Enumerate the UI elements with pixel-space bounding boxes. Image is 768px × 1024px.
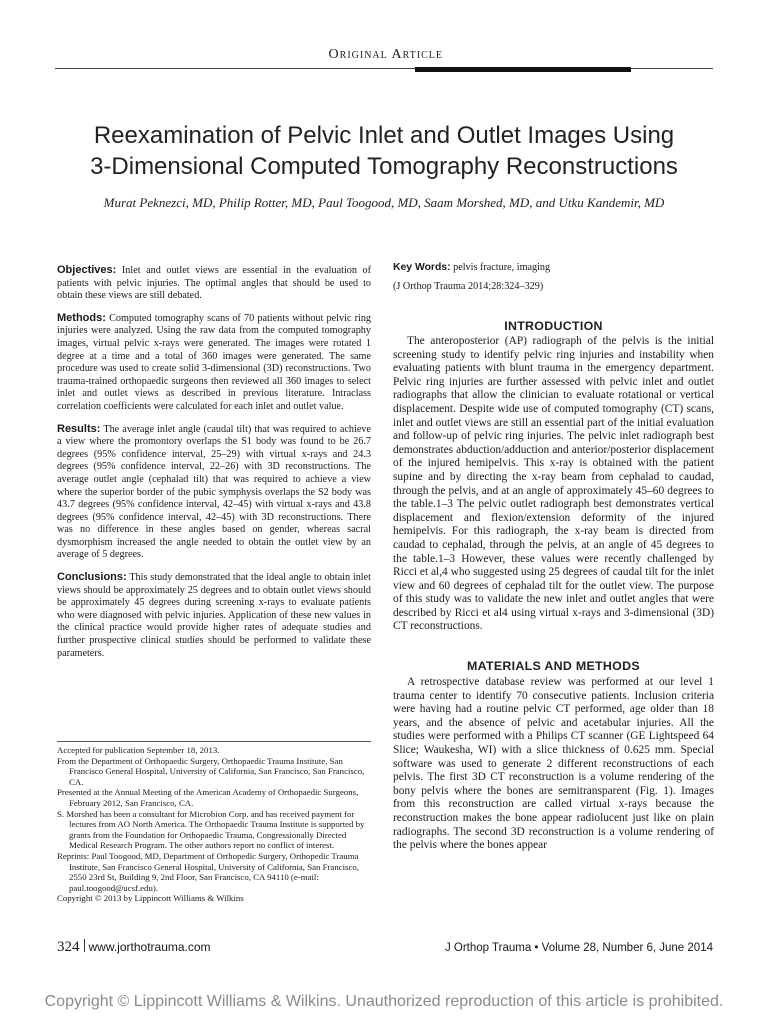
author-list: Murat Peknezci, MD, Philip Rotter, MD, Paul Toogood, MD, Saam Morshed, MD, and Utku Kandemir, MD: [103, 195, 665, 210]
footnotes: [57, 741, 371, 904]
objectives-text: Inlet and outlet views are essential in the evaluation of patients with pelvic injuries. The optimal angles that should be used to obtain these views are still debated.: [57, 265, 372, 302]
section-label: Original Article: [328, 47, 443, 62]
footnote: S. Morshed has been a consultant for Microbion Corp. and has received payment for lectures from AO North America. The Orthopaedic Trauma Institute is supported by grants from the Foundation for Orthopaedic Trauma, Congressionally Directed Medical Research Program. The other authors report no conflict of interest.: [57, 808, 365, 851]
page-number: 324: [57, 939, 80, 955]
footnote: Reprints: Paul Toogood, MD, Department of Orthopedic Surgery, Orthopedic Trauma Institute, San Francisco General Hospital, University of California, San Francisco, 2550 23rd St, Building 9, 2nd Floor, San Francisco, CA 94110 (e-mail: paul.toogood@ucsf.edu).: [57, 850, 359, 893]
copyright-notice: Copyright © Lippincott Williams & Wilkins. Unauthorized reproduction of this article is prohibited.: [44, 993, 724, 1010]
footnote: From the Department of Orthopaedic Surgery, Orthopaedic Trauma Institute, San Francisco General Hospital, University of California, San Francisco, San Francisco, CA.: [57, 755, 365, 787]
conclusions-label: Conclusions:: [57, 571, 127, 584]
conclusions-text: This study demonstrated that the ideal angle to obtain inlet views should be approximately 25 degrees and to obtain outlet views should be approximately 45 degrees during screening x-rays to evaluate patients who were diagnosed with pelvic injuries. Application of these new values in the clinical practice would provide higher rates of adequate studies and further prospective clinical studies should be performed to validate these parameters.: [57, 572, 371, 659]
results-text: The average inlet angle (caudal tilt) that was required to achieve a view where the promontory overlaps the S1 body was found to be 26.7 degrees (95% confidence interval, 25–29) with virtual x-rays and 24.3 degrees (95% confidence interval, 22–26) with 3D reconstructions. The average outlet angle (cephalad tilt) that was required to achieve a view where the superior border of the pubic symphysis overlaps the S2 body was 43.7 degrees (95% confidence interval, 42–45) with virtual x-rays and 43.8 degrees (95% confidence interval, 42–45) with 3D reconstructions. There was no difference in these angles based on gender, whereas sacral dysmorphism increased the angle needed to obtain the outlet view by an average of 5 degrees.: [57, 423, 371, 561]
results-label: Results:: [57, 422, 101, 435]
abstract-column: [57, 264, 371, 669]
footnote: Accepted for publication September 18, 2013.: [57, 745, 220, 755]
methods-label: Methods:: [57, 311, 106, 324]
journal-info: J Orthop Trauma • Volume 28, Number 6, June 2014: [444, 942, 713, 954]
journal-website-link[interactable]: www.jorthotrauma.com: [88, 940, 211, 954]
title-line-2: 3-Dimensional Computed Tomography Reconstructions: [90, 153, 678, 180]
methods-body-text: A retrospective database review was performed at our level 1 trauma center to identify 70 consecutive patients. Inclusion criteria were having had a routine pelvic CT performed, age older than 18 years, and the absence of pelvic and acetabular injuries. All the studies were performed with a Philips CT scanner (GE Lightspeed 64 Slice; Waukesha, WI) with a slice thickness of 0.625 mm. Special software was used to generate 2 different reconstructions of each pelvis. The first 3D CT reconstruction is a volume rendering of the bony pelvis where the bones are semitransparent (Fig. 1). Images from this reconstruction are called virtual x-rays because the reconstruction makes the bone appear radiolucent just like on plain radiographs. The second 3D reconstruction is a volume rendering of the pelvis where the bones appear: [393, 676, 714, 852]
citation: (J Orthop Trauma 2014;28:324–329): [393, 281, 544, 292]
keywords: [393, 261, 714, 274]
abstract-results: [57, 423, 371, 563]
methods-text: Computed tomography scans of 70 patients without pelvic ring injuries were analyzed. Using the raw data from the computed tomography images, virtual pelvic x-rays were generated. The images were rotated 1 degree at a time and a total of 360 images were generated. The same procedure was used to create solid 3-dimensional (3D) reconstructions. Two trauma-trained orthopaedic surgeons then reviewed all 360 images to select inlet and outlet views as described in previous literature. Intraclass correlation coefficients were calculated for each inlet and outlet value.: [57, 312, 372, 412]
footnote: Copyright © 2013 by Lippincott Williams & Wilkins: [57, 893, 244, 904]
keywords-text: pelvis fracture, imaging: [453, 262, 551, 273]
article-title: [40, 120, 728, 182]
abstract-conclusions: [57, 571, 371, 660]
introduction-text: The anteroposterior (AP) radiograph of the pelvis is the initial screening study to identify pelvic ring injuries and instability when evaluating patients with blunt trauma in the emergency department. Pelvic ring injuries are further assessed with pelvic inlet and outlet radiographs that allow the clinician to evaluate rotational or vertical displacement. Despite wide use of computed tomography (CT) scans, inlet and outlet views are still an essential part of the initial evaluation and follow-up of pelvic ring injuries. The pelvic inlet radiograph best demonstrates abduction/adduction and anterior/posterior displacement of the injured hemipelvis. This x-ray is obtained with the patient supine and by directing the x-ray beam from cephalad to caudad, through the pelvis, and at an angle of approximately 45–60 degrees to the table.1–3 The pelvic outlet radiograph best demonstrates vertical displacement and flexion/extension deformity of the injured hemipelvis. For this radiograph, the x-ray beam is directed from caudad to cephalad, through the pelvis, at an angle of 45 degrees to the table.1–3 However, these values were recently challenged by Ricci et al,4 who suggested using 25 degrees of caudal tilt for the inlet view and 60 degrees of cephalad tilt for the outlet view. The purpose of this study was to validate the new inlet and outlet angles that were described by Ricci et al4 using virtual x-rays and 3-dimensional (3D) CT reconstructions.: [393, 335, 714, 633]
introduction-heading: INTRODUCTION: [504, 319, 603, 333]
page-footer-left: [57, 939, 211, 956]
footnote: Presented at the Annual Meeting of the American Academy of Orthopaedic Surgeons, February 2012, San Francisco, CA.: [57, 787, 359, 808]
methods-heading: MATERIALS AND METHODS: [467, 659, 640, 674]
footer-separator: [84, 939, 85, 952]
abstract-methods: [57, 312, 371, 414]
running-header: [55, 47, 713, 77]
body-column: [393, 261, 714, 853]
header-rule-accent: [415, 67, 631, 72]
objectives-label: Objectives:: [57, 264, 117, 276]
title-line-1: Reexamination of Pelvic Inlet and Outlet Images Using: [93, 122, 675, 149]
abstract-objectives: [57, 264, 371, 303]
keywords-label: Key Words:: [393, 262, 451, 273]
